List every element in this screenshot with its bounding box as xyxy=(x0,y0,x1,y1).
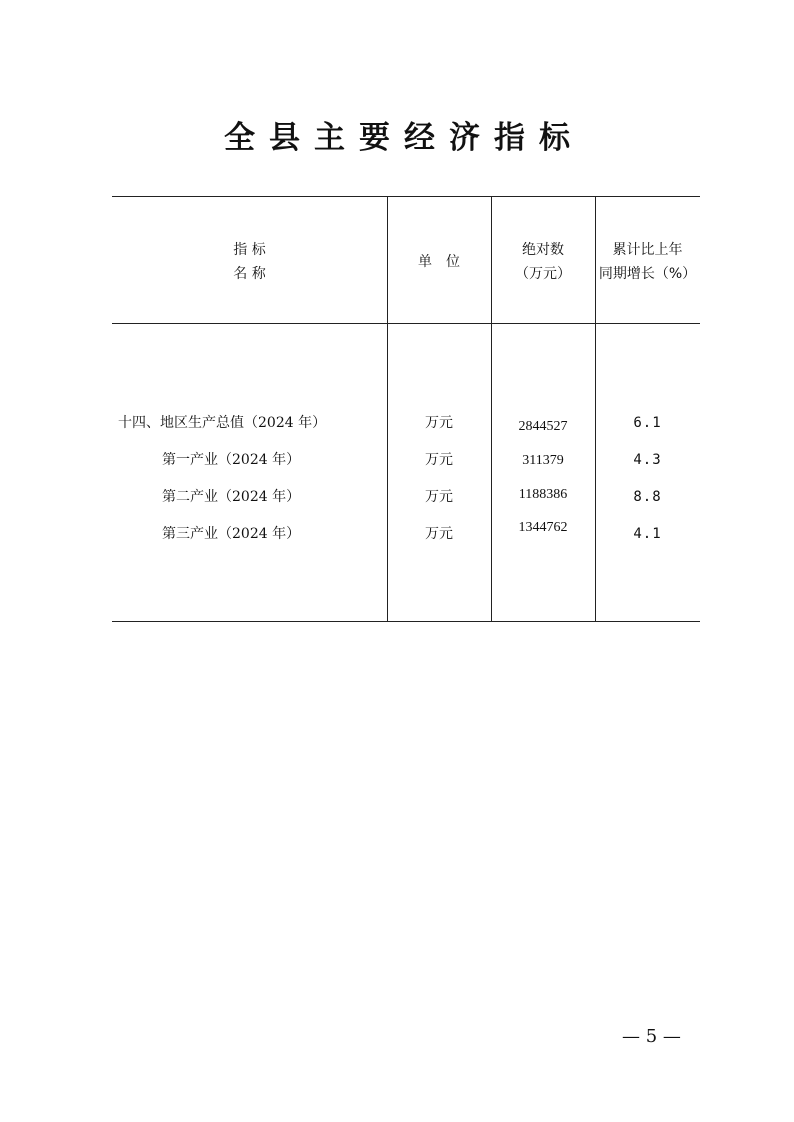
table-top-border xyxy=(112,196,700,197)
row-unit: 万元 xyxy=(425,526,453,542)
row-unit: 万元 xyxy=(425,452,453,468)
header-growth-line2: 同期增长（%） xyxy=(598,266,697,282)
row-value: 1188386 xyxy=(518,487,568,502)
header-indicator-line2: 名 称 xyxy=(233,266,266,282)
row-growth: 6.1 xyxy=(633,415,662,431)
row-name: 第三产业（2024 年） xyxy=(162,526,301,542)
table-header-divider xyxy=(112,323,700,324)
header-absolute-line2: （万元） xyxy=(515,266,571,282)
row-growth: 4.3 xyxy=(633,452,662,468)
header-indicator-name xyxy=(112,238,387,286)
header-growth xyxy=(595,238,700,286)
row-value: 1344762 xyxy=(518,520,568,535)
page-title: 全县主要经济指标 xyxy=(224,120,584,156)
header-indicator-line1: 指 标 xyxy=(233,242,266,258)
row-name: 第二产业（2024 年） xyxy=(162,489,301,505)
table-bottom-border xyxy=(112,621,700,622)
header-growth-line1: 累计比上年 xyxy=(612,242,683,258)
row-unit: 万元 xyxy=(425,489,453,505)
header-absolute-line1: 绝对数 xyxy=(522,242,564,258)
row-name: 十四、地区生产总值（2024 年） xyxy=(118,415,327,431)
row-value: 311379 xyxy=(522,453,564,468)
row-growth: 4.1 xyxy=(633,526,662,542)
header-unit: 单 位 xyxy=(418,254,460,270)
row-unit: 万元 xyxy=(425,415,453,431)
row-value: 2844527 xyxy=(518,419,568,434)
header-absolute-value xyxy=(491,238,595,286)
row-name: 第一产业（2024 年） xyxy=(162,452,301,468)
page-number: — 5 — xyxy=(622,1026,681,1047)
row-growth: 8.8 xyxy=(633,489,662,505)
